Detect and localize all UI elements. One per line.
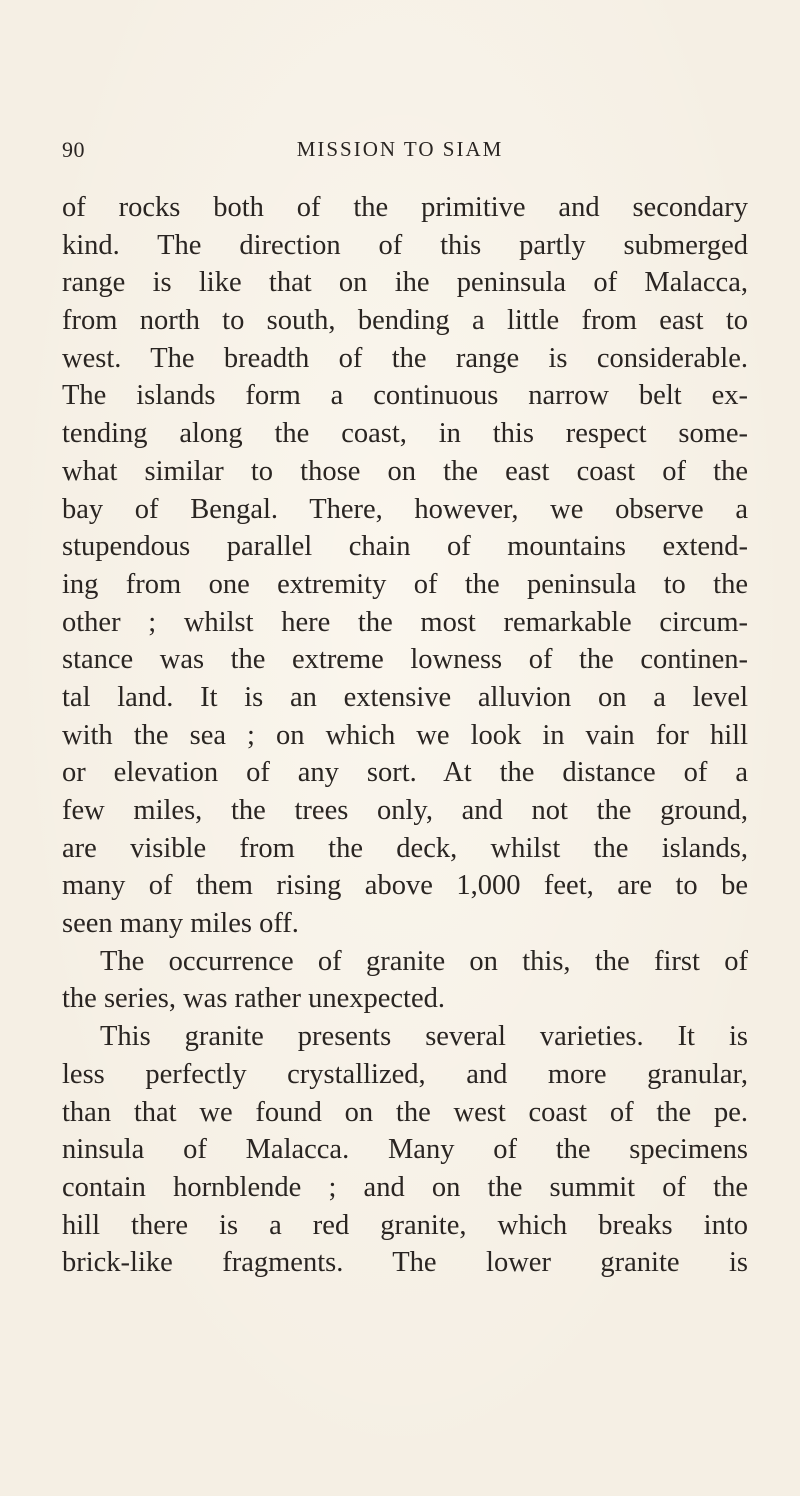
- text-line: what similar to those on the east coast of the: [62, 455, 748, 487]
- text-line: than that we found on the west coast of the pe.: [62, 1096, 748, 1128]
- text-line: or elevation of any sort. At the distance of a: [62, 757, 748, 789]
- text-line: bay of Bengal. There, however, we observe a: [62, 493, 748, 525]
- running-head: MISSION TO SIAM: [296, 137, 504, 161]
- text-line: tal land. It is an extensive alluvion on a level: [62, 681, 748, 713]
- text-line: tending along the coast, in this respect some-: [62, 418, 748, 450]
- text-line: The islands form a continuous narrow belt ex-: [62, 380, 748, 412]
- text-line: stance was the extreme lowness of the continen-: [62, 644, 748, 676]
- text-line: seen many miles off.: [62, 908, 299, 940]
- text-line: ing from one extremity of the peninsula to the: [62, 568, 748, 600]
- text-line: are visible from the deck, whilst the islands,: [62, 832, 748, 864]
- body-text: [62, 189, 748, 1282]
- text-line: kind. The direction of this partly submerged: [62, 229, 748, 261]
- page-header: [62, 137, 738, 167]
- text-line: many of them rising above 1,000 feet, are to be: [62, 870, 748, 902]
- text-line: few miles, the trees only, and not the ground,: [62, 795, 748, 826]
- text-line: stupendous parallel chain of mountains extend-: [62, 531, 748, 563]
- text-line: The occurrence of granite on this, the first of: [100, 945, 748, 977]
- text-line: range is like that on ihe peninsula of Malacca,: [62, 267, 748, 299]
- text-line: of rocks both of the primitive and secondary: [62, 192, 748, 223]
- page-number: 90: [62, 137, 85, 162]
- text-line: contain hornblende ; and on the summit of the: [62, 1171, 748, 1203]
- text-line: This granite presents several varieties. It is: [100, 1021, 748, 1053]
- text-line: other ; whilst here the most remarkable circum-: [62, 606, 748, 638]
- text-line: brick-like fragments. The lower granite is: [62, 1247, 748, 1279]
- text-line: the series, was rather unexpected.: [62, 983, 445, 1015]
- text-line: ninsula of Malacca. Many of the specimens: [62, 1134, 748, 1166]
- text-line: hill there is a red granite, which breaks into: [62, 1209, 748, 1241]
- text-line: west. The breadth of the range is considerable.: [62, 342, 748, 374]
- text-line: less perfectly crystallized, and more granular,: [62, 1058, 748, 1090]
- text-line: with the sea ; on which we look in vain for hill: [62, 719, 748, 751]
- text-line: from north to south, bending a little from east to: [62, 305, 748, 337]
